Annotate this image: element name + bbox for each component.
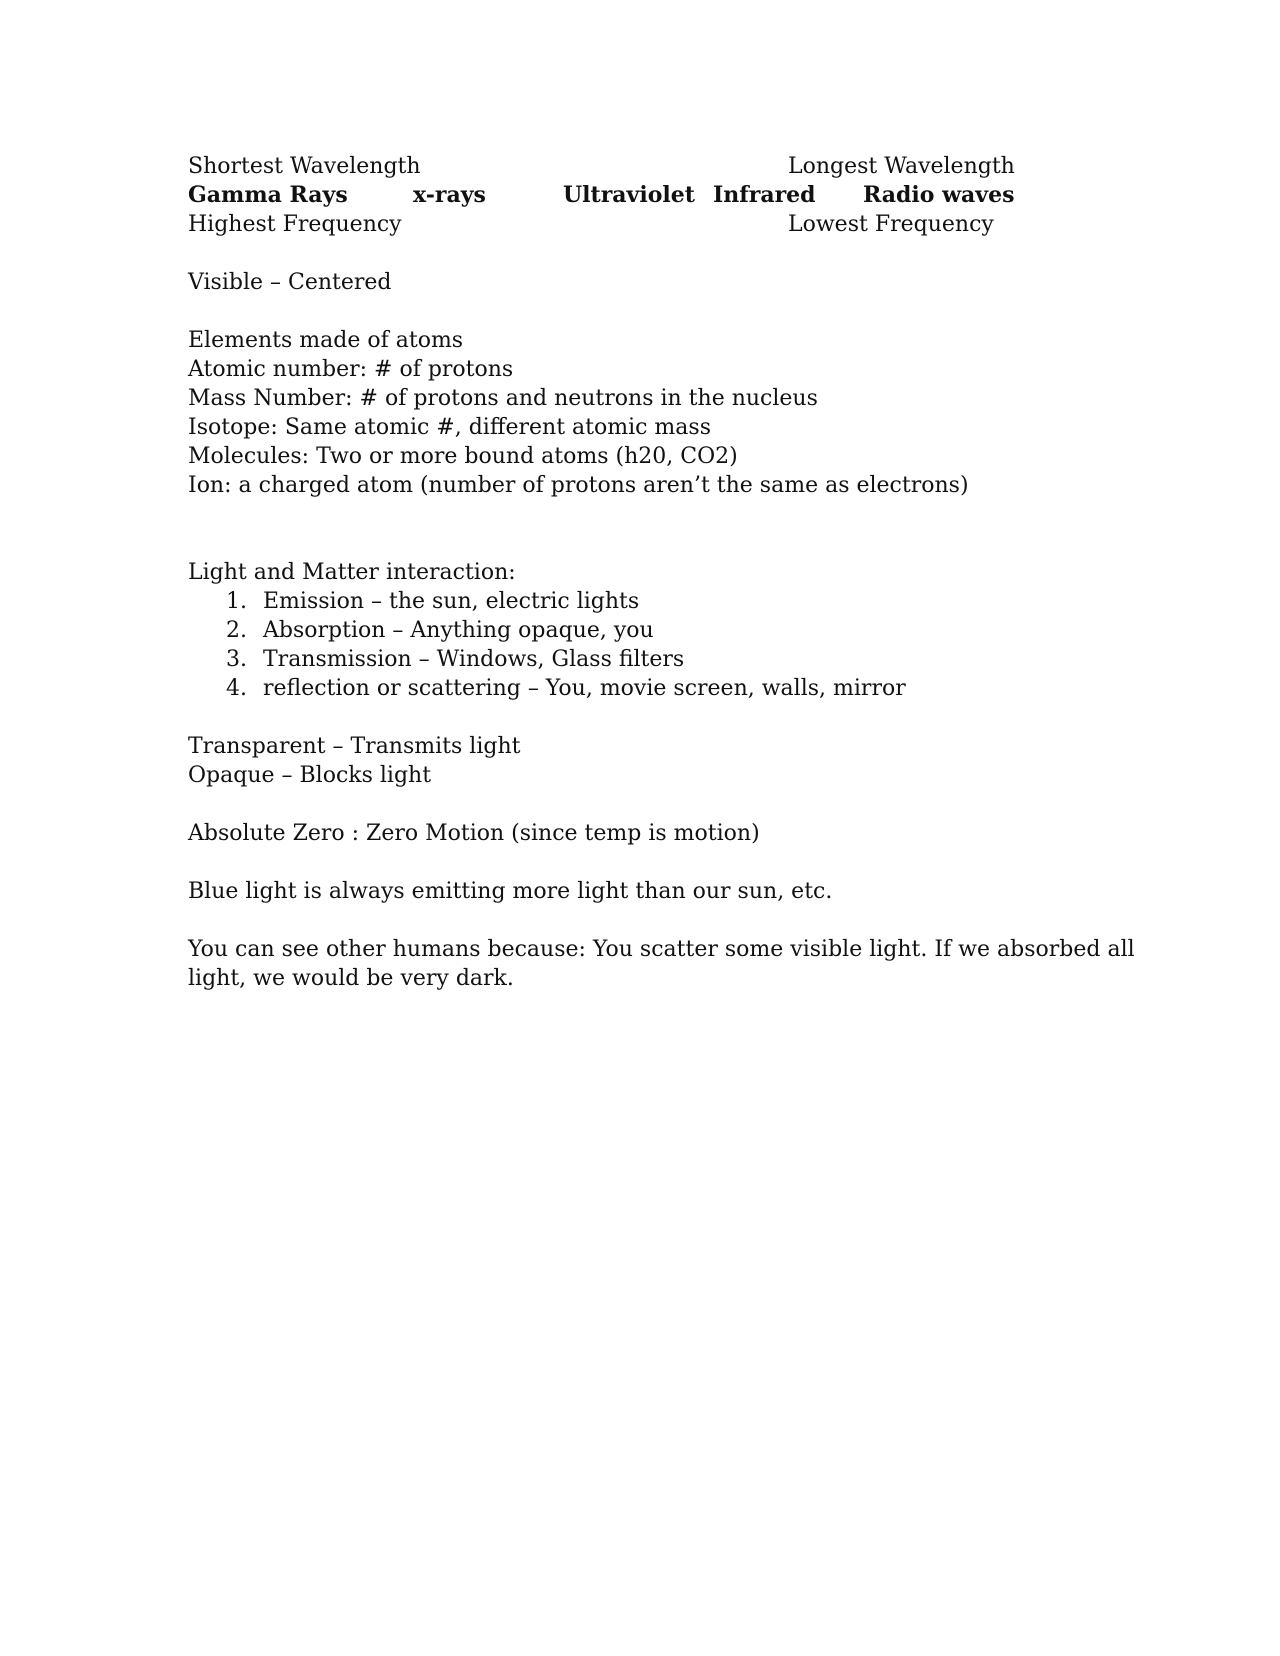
blue-light-line: Blue light is always emitting more light than our sun, etc. bbox=[188, 879, 833, 904]
visible-note: Visible – Centered bbox=[188, 270, 392, 295]
band-gamma-rays: Gamma Rays bbox=[188, 182, 348, 208]
shortest-wavelength-label: Shortest Wavelength bbox=[188, 154, 421, 179]
molecules-line: Molecules: Two or more bound atoms (h20, CO2) bbox=[188, 444, 738, 469]
list-item-reflection: reflection or scattering – You, movie screen, walls, mirror bbox=[263, 676, 906, 701]
mass-number-line: Mass Number: # of protons and neutrons in the nucleus bbox=[188, 386, 818, 411]
list-item-emission: Emission – the sun, electric lights bbox=[263, 589, 640, 614]
list-item-number: 3. bbox=[226, 647, 247, 672]
transparent-line: Transparent – Transmits light bbox=[188, 734, 521, 759]
interaction-heading: Light and Matter interaction: bbox=[188, 560, 516, 585]
list-item-number: 1. bbox=[226, 589, 247, 614]
humans-paragraph-line-1: You can see other humans because: You scatter some visible light. If we absorbed all bbox=[188, 937, 1135, 962]
atomic-number-line: Atomic number: # of protons bbox=[188, 357, 514, 382]
band-infrared: Infrared bbox=[713, 182, 816, 208]
list-item-transmission: Transmission – Windows, Glass filters bbox=[263, 647, 685, 672]
humans-paragraph-line-2: light, we would be very dark. bbox=[188, 966, 514, 991]
highest-frequency-label: Highest Frequency bbox=[188, 212, 402, 237]
absolute-zero-line: Absolute Zero : Zero Motion (since temp is motion) bbox=[188, 821, 760, 846]
list-item-absorption: Absorption – Anything opaque, you bbox=[263, 618, 654, 643]
lowest-frequency-label: Lowest Frequency bbox=[788, 212, 994, 237]
ion-line: Ion: a charged atom (number of protons aren’t the same as electrons) bbox=[188, 473, 969, 498]
isotope-line: Isotope: Same atomic #, different atomic mass bbox=[188, 415, 711, 440]
band-ultraviolet: Ultraviolet bbox=[563, 182, 695, 208]
band-x-rays: x-rays bbox=[413, 182, 486, 208]
band-radio-waves: Radio waves bbox=[863, 182, 1015, 208]
list-item-number: 4. bbox=[226, 676, 247, 701]
longest-wavelength-label: Longest Wavelength bbox=[788, 154, 1015, 179]
atoms-heading: Elements made of atoms bbox=[188, 328, 464, 353]
opaque-line: Opaque – Blocks light bbox=[188, 763, 432, 788]
list-item-number: 2. bbox=[226, 618, 247, 643]
